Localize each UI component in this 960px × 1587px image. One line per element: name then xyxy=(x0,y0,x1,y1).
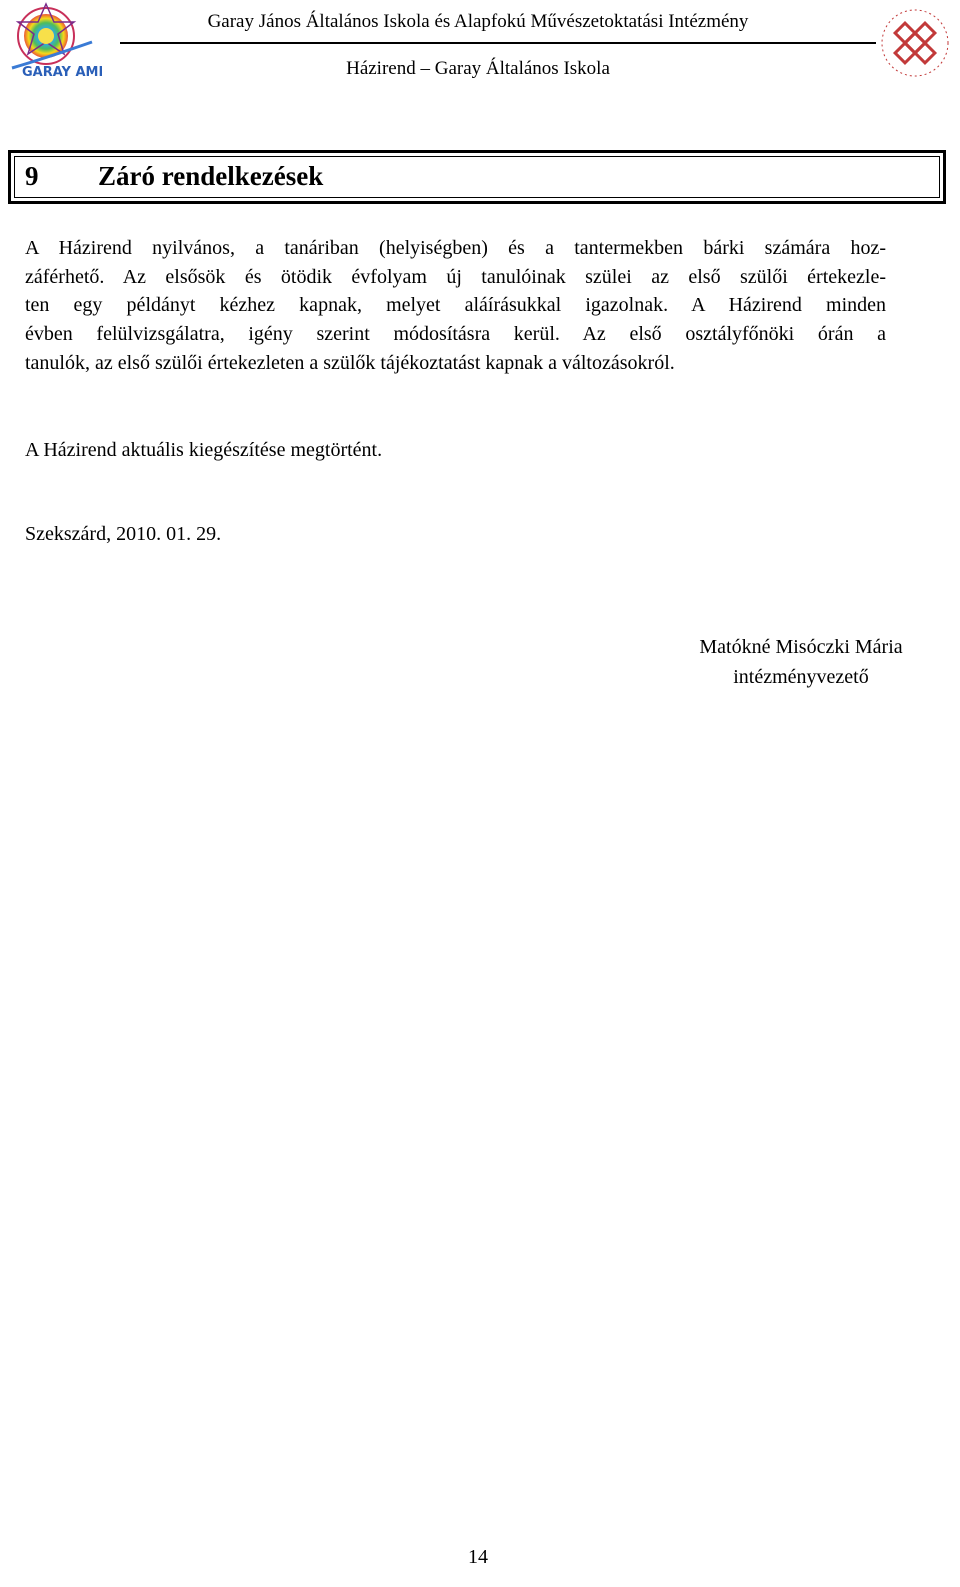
document-subtitle: Házirend – Garay Általános Iskola xyxy=(346,58,610,79)
supplement-note: A Házirend aktuális kiegészítése megtörtént. xyxy=(25,439,383,461)
logo-text: GARAY AMI xyxy=(22,65,102,80)
page-number: 14 xyxy=(468,1546,488,1568)
section-title: Záró rendelkezések xyxy=(98,161,324,191)
signatory-name: Matókné Misóczki Mária xyxy=(699,636,903,658)
place-and-date: Szekszárd, 2010. 01. 29. xyxy=(25,523,222,545)
kozoktatasi-minosegert-dij-icon xyxy=(878,8,952,78)
header-divider xyxy=(120,42,876,44)
garay-ami-logo-icon xyxy=(6,2,102,80)
paragraph-line: A Házirend nyilvános, a tanáriban (helyiségben) és a tantermekben bárki számára hoz- xyxy=(25,237,886,259)
school-name: Garay János Általános Iskola és Alapfokú Művészetoktatási Intézmény xyxy=(207,11,749,32)
paragraph-line: évben felülvizsgálatra, igény szerint módosításra kerül. Az első osztályfőnöki órán a xyxy=(25,323,886,346)
paragraph-line: ten egy példányt kézhez kapnak, melyet aláírásukkal igazolnak. A Házirend minden xyxy=(25,294,886,317)
paragraph-line: záférhető. Az elsősök és ötödik évfolyam új tanulóinak szülei az első szülői értekezle- xyxy=(25,265,886,288)
paragraph-line: tanulók, az első szülői értekezleten a szülők tájékoztatást kapnak a változásokról. xyxy=(25,351,675,374)
section-heading-box xyxy=(8,150,946,204)
body-paragraph xyxy=(25,234,886,378)
section-number: 9 xyxy=(25,161,39,191)
signatory-role: intézményvezető xyxy=(733,666,869,688)
